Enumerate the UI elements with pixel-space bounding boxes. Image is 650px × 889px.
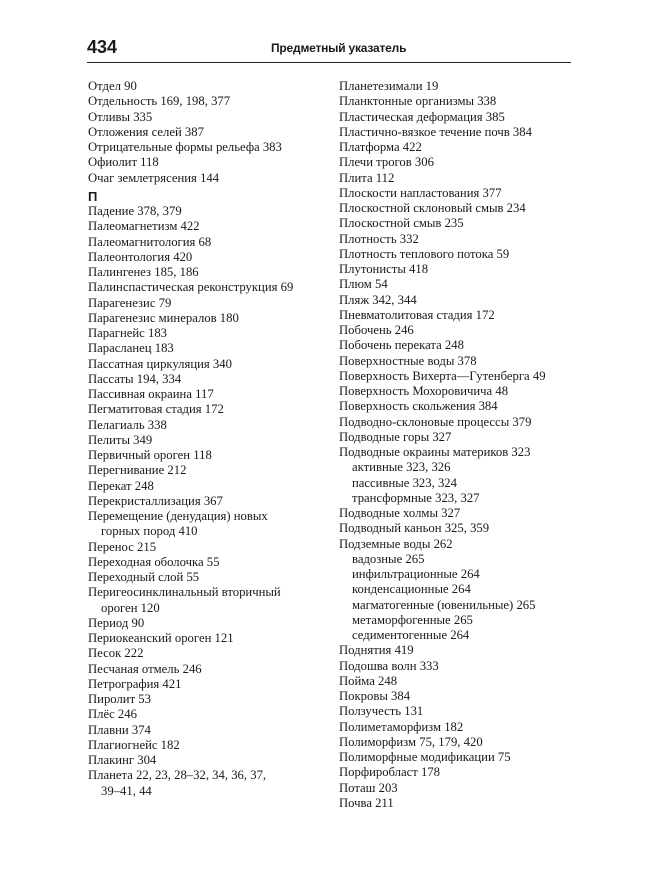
index-entry: Переходный слой 55 [88, 570, 200, 584]
index-entry: Порфиробласт 178 [339, 765, 441, 780]
index-entry: Планетезимали 19 [339, 79, 439, 93]
index-entry-continuation: ороген 120 [101, 600, 160, 615]
index-entry-continuation: 39–41, 44 [101, 783, 152, 798]
index-entry: Поверхность Мохоровичича 48 [339, 384, 509, 398]
running-head: Предметный указатель [271, 41, 407, 55]
index-entry: Песчаная отмель 246 [88, 661, 202, 676]
index-subentry: метаморфогенные 265 [352, 612, 473, 627]
index-entry: Платформа 422 [339, 140, 422, 154]
index-entry: Почва 211 [339, 795, 394, 810]
index-entry: Перекат 248 [88, 478, 154, 493]
index-entry: Палеомагнетизм 422 [88, 219, 200, 234]
index-entry: Подводный каньон 325, 359 [339, 521, 490, 536]
index-entry: Пассатная циркуляция 340 [88, 356, 232, 371]
index-entry: Плита 112 [339, 170, 395, 185]
index-entry: Полиметаморфизм 182 [339, 719, 464, 734]
index-entry: Петрография 421 [88, 676, 182, 691]
index-entry: Подошва волн 333 [339, 658, 439, 673]
index-entry: Плечи трогов 306 [339, 155, 434, 170]
index-entry: Подводные холмы 327 [339, 506, 461, 520]
index-entry: Падение 378, 379 [88, 204, 182, 218]
index-entry: Плакинг 304 [88, 753, 157, 767]
index-entry: Период 90 [88, 615, 145, 630]
index-subentry: конденсационные 264 [352, 582, 471, 597]
index-entry: Плавни 374 [88, 722, 151, 737]
index-entry: Песок 222 [88, 646, 144, 661]
index-entry: Пассивная окраина 117 [88, 387, 214, 401]
index-entry: Плоскости напластования 377 [339, 185, 502, 200]
index-entry: Пластично-вязкое течение почв 384 [339, 124, 532, 139]
index-entry: Отрицательные формы рельефа 383 [88, 140, 282, 154]
index-entry: Пелагиаль 338 [88, 417, 167, 432]
index-entry: Палеомагнитология 68 [88, 234, 212, 249]
index-entry: Парагенезис минералов 180 [88, 310, 239, 325]
index-entry: Поднятия 419 [339, 643, 414, 658]
index-entry: Первичный ороген 118 [88, 448, 212, 462]
index-entry: Пневматолитовая стадия 172 [339, 307, 495, 322]
page-number: 434 [87, 37, 118, 57]
index-entry: Пойма 248 [339, 673, 398, 688]
index-entry: Плагиогнейс 182 [88, 737, 180, 752]
index-entry: Ползучесть 131 [339, 704, 424, 719]
header-rule [87, 62, 571, 63]
index-entry: Парасланец 183 [88, 341, 174, 356]
index-entry: Поверхностные воды 378 [339, 353, 477, 368]
index-entry: Плёс 246 [88, 707, 137, 722]
index-entry: Побочень переката 248 [339, 338, 464, 353]
index-subentry: трансформные 323, 327 [352, 490, 480, 505]
index-subentry: инфильтрационные 264 [352, 567, 480, 581]
index-entry: Палеонтология 420 [88, 249, 193, 264]
index-entry: Очаг землетрясения 144 [88, 170, 220, 185]
index-entry: Офиолит 118 [88, 155, 159, 170]
index-entry: Пластическая деформация 385 [339, 109, 505, 124]
index-entry-continuation: горных пород 410 [101, 524, 198, 539]
index-entry: Подводно-склоновые процессы 379 [339, 414, 532, 429]
index-entry: Перекристаллизация 367 [88, 493, 223, 508]
index-entry: Парагнейс 183 [88, 326, 168, 340]
index-column-left [88, 79, 328, 799]
index-entry: Палинспастическая реконструкция 69 [88, 280, 294, 295]
index-entry: Плотность 332 [339, 231, 419, 246]
index-entry: Пегматитовая стадия 172 [88, 402, 224, 417]
index-entry: Отложения селей 387 [88, 124, 204, 139]
index-entry: Перемещение (денудация) новых [88, 509, 268, 523]
index-entry: Отливы 335 [88, 109, 153, 124]
index-entry: Полиморфизм 75, 179, 420 [339, 734, 483, 749]
index-entry: Плоскостной смыв 235 [339, 216, 464, 231]
index-subentry: пассивные 323, 324 [352, 475, 457, 490]
index-entry: Пляж 342, 344 [339, 292, 417, 307]
letter-heading: П [88, 188, 98, 204]
index-entry: Полиморфные модификации 75 [339, 750, 511, 764]
index-entry: Планета 22, 23, 28–32, 34, 36, 37, [88, 768, 267, 783]
entries-before-letter [88, 79, 328, 186]
index-subentry: вадозные 265 [352, 551, 425, 566]
index-entry: Перегнивание 212 [88, 463, 187, 478]
index-entry: Планктонные организмы 338 [339, 94, 497, 109]
index-entry: Поверхность Вихерта—Гутенберга 49 [339, 368, 546, 383]
index-entry: Плоскостной склоновый смыв 234 [339, 201, 526, 215]
index-entry: Побочень 246 [339, 323, 414, 337]
index-entry: Перигеосинклинальный вторичный [88, 585, 281, 600]
index-entry: Покровы 384 [339, 689, 411, 703]
index-entry: Поташ 203 [339, 780, 398, 795]
entries-after-letter [88, 204, 328, 799]
index-entry: Подземные воды 262 [339, 536, 453, 551]
index-entry: Палингенез 185, 186 [88, 265, 199, 279]
index-entry: Пиролит 53 [88, 692, 151, 706]
index-entry: Перенос 215 [88, 539, 157, 554]
index-subentry: седиментогенные 264 [352, 628, 470, 642]
index-entry: Отдел 90 [88, 79, 137, 93]
index-column-right [339, 79, 577, 811]
index-entry: Подводные окраины материков 323 [339, 445, 531, 459]
index-entry: Парагенезис 79 [88, 295, 172, 310]
index-entry: Плутонисты 418 [339, 262, 429, 276]
index-entry: Переходная оболочка 55 [88, 554, 220, 569]
index-entry: Периокеанский ороген 121 [88, 631, 234, 645]
index-entry: Плотность теплового потока 59 [339, 246, 510, 261]
index-entry: Пелиты 349 [88, 432, 153, 447]
index-entry: Подводные горы 327 [339, 429, 452, 444]
index-subentry: активные 323, 326 [352, 460, 451, 475]
index-subentry: магматогенные (ювенильные) 265 [352, 597, 536, 612]
index-entry: Плюм 54 [339, 277, 388, 292]
index-entry: Поверхность скольжения 384 [339, 399, 498, 414]
index-entry: Пассаты 194, 334 [88, 371, 182, 386]
index-entry: Отдельность 169, 198, 377 [88, 94, 231, 109]
